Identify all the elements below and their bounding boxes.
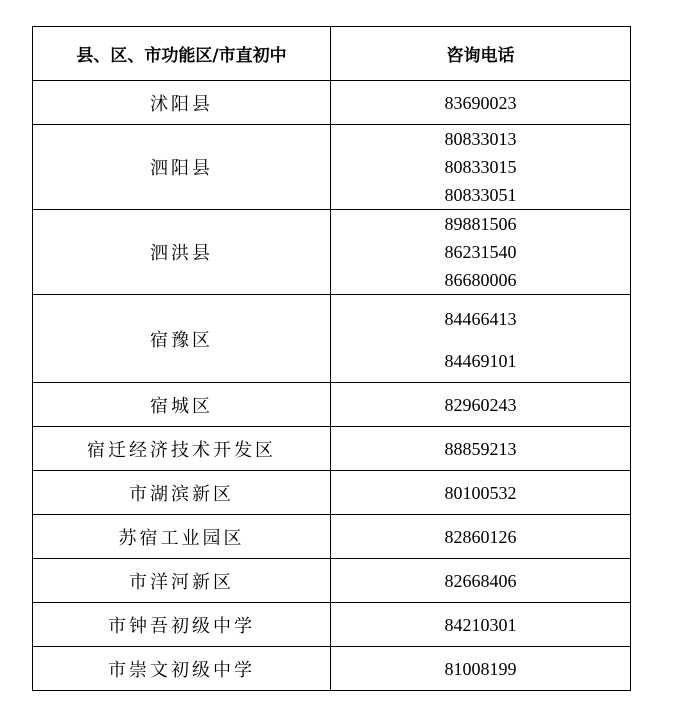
phone-number: 80833015: [444, 157, 517, 177]
phone-cell: [331, 295, 631, 383]
phone-number: 86680006: [444, 270, 517, 290]
table-row: [33, 125, 631, 210]
header-region: 县、区、市功能区/市直初中: [33, 27, 331, 81]
contact-table: [32, 26, 631, 691]
phone-number: 80100532: [444, 482, 517, 503]
phone-number: 80833051: [444, 185, 517, 205]
table-row: [33, 559, 631, 603]
phone-number: 86231540: [444, 242, 517, 262]
phone-cell: [331, 603, 631, 647]
table-row: [33, 471, 631, 515]
table-row: [33, 603, 631, 647]
region-name: 市湖滨新区: [33, 471, 331, 515]
phone-number: 82860126: [444, 526, 517, 547]
phone-number: 84466413: [444, 308, 517, 329]
phone-cell: [331, 427, 631, 471]
phone-number: 84210301: [444, 614, 517, 635]
phone-cell: [331, 647, 631, 691]
region-name: 宿城区: [33, 383, 331, 427]
table-row: [33, 647, 631, 691]
phone-cell: [331, 515, 631, 559]
region-name: 市洋河新区: [33, 559, 331, 603]
region-name: 泗阳县: [33, 125, 331, 210]
phone-cell: [331, 210, 631, 295]
table-row: [33, 81, 631, 125]
table-row: [33, 210, 631, 295]
phone-number: 89881506: [444, 214, 517, 234]
header-phone: 咨询电话: [331, 27, 631, 81]
region-name: 苏宿工业园区: [33, 515, 331, 559]
phone-number: 81008199: [444, 658, 517, 679]
region-name: 宿豫区: [33, 295, 331, 383]
region-name: 泗洪县: [33, 210, 331, 295]
phone-cell: [331, 383, 631, 427]
phone-number: 88859213: [444, 438, 517, 459]
table-header-row: [33, 27, 631, 81]
phone-number: 83690023: [444, 92, 517, 113]
phone-number: 82668406: [444, 570, 517, 591]
phone-number: 82960243: [444, 394, 517, 415]
table-row: [33, 383, 631, 427]
region-name: 市钟吾初级中学: [33, 603, 331, 647]
phone-cell: [331, 125, 631, 210]
table-row: [33, 515, 631, 559]
phone-number: 80833013: [444, 129, 517, 149]
phone-cell: [331, 559, 631, 603]
phone-cell: [331, 81, 631, 125]
region-name: 市崇文初级中学: [33, 647, 331, 691]
phone-number: 84469101: [444, 350, 517, 371]
phone-cell: [331, 471, 631, 515]
region-name: 沭阳县: [33, 81, 331, 125]
table-row: [33, 295, 631, 383]
region-name: 宿迁经济技术开发区: [33, 427, 331, 471]
table-row: [33, 427, 631, 471]
